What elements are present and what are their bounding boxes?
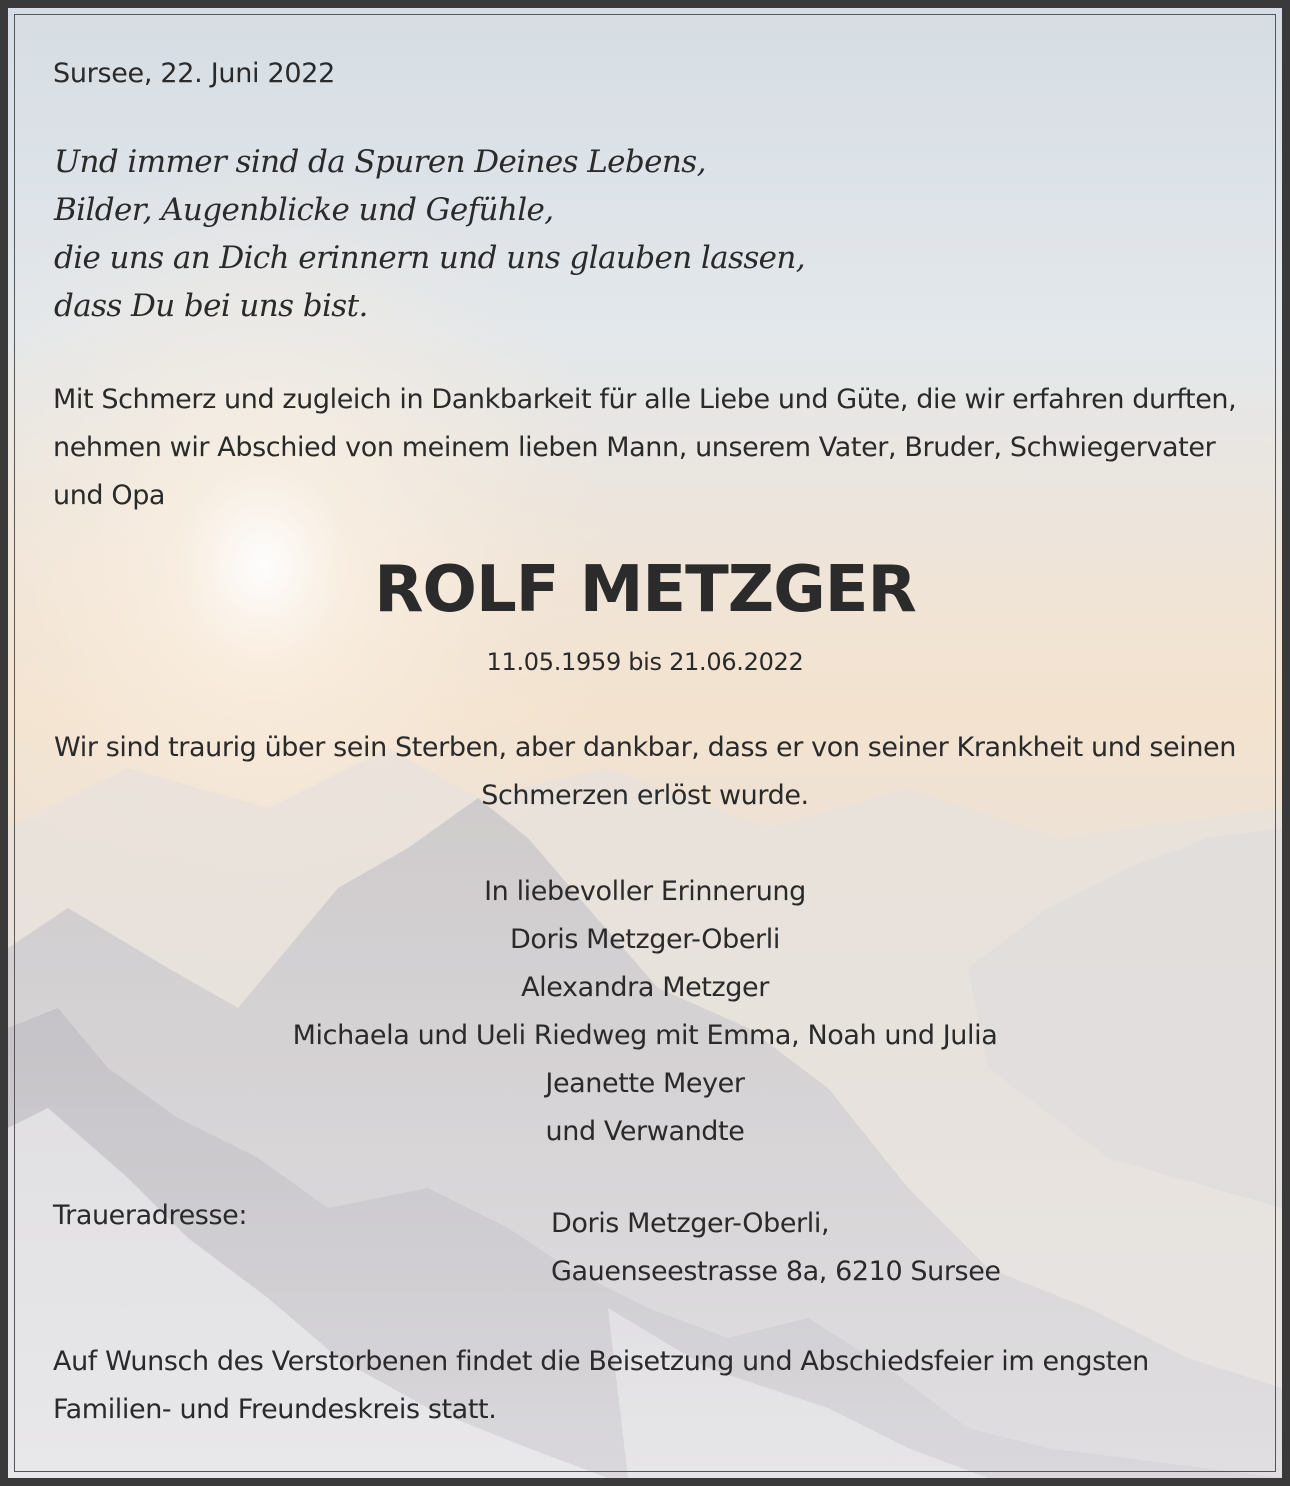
address-line: Gauenseestrasse 8a, 6210 Sursee (551, 1256, 1001, 1287)
deceased-name: ROLF METZGER (374, 553, 916, 627)
life-dates: 11.05.1959 bis 21.06.2022 (486, 648, 804, 676)
family-member: und Verwandte (545, 1116, 745, 1147)
poem-line: dass Du bei uns bist. (54, 288, 368, 324)
place-and-date: Sursee, 22. Juni 2022 (53, 58, 336, 89)
family-list (8, 868, 1282, 1156)
family-member: Doris Metzger-Oberli (510, 924, 780, 955)
poem-line: Bilder, Augenblicke und Gefühle, (54, 192, 554, 228)
address-label: Traueradresse: (53, 1200, 248, 1231)
poem (54, 138, 805, 330)
poem-line: Und immer sind da Spuren Deines Lebens, (54, 144, 706, 180)
mourning-message: Wir sind traurig über sein Sterben, aber dankbar, dass er von seiner Krankheit und seinen Schmerzen erlöst wurde. (54, 732, 1236, 811)
family-heading: In liebevoller Erinnerung (484, 876, 806, 907)
mourning-address (551, 1200, 1001, 1296)
family-member: Michaela und Ueli Riedweg mit Emma, Noah und Julia (292, 1020, 998, 1051)
family-member: Jeanette Meyer (545, 1068, 745, 1099)
intro-text: Mit Schmerz und zugleich in Dankbarkeit für alle Liebe und Güte, die wir erfahren durften, nehmen wir Abschied von meinem lieben Mann, unserem Vater, Bruder, Schwiegervater und Opa (53, 384, 1237, 511)
family-member: Alexandra Metzger (521, 972, 769, 1003)
closing-note: Auf Wunsch des Verstorbenen findet die Beisetzung und Abschiedsfeier im engsten Familien- und Freundeskreis statt. (53, 1346, 1149, 1425)
poem-line: die uns an Dich erinnern und uns glauben lassen, (54, 240, 806, 276)
address-line: Doris Metzger-Oberli, (551, 1208, 830, 1239)
